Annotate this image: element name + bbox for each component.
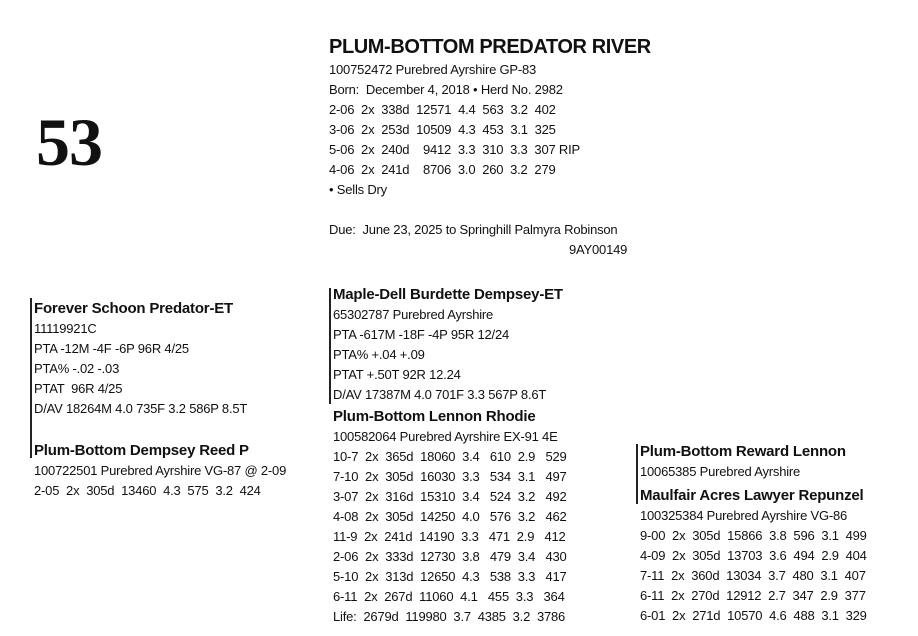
gd-dam-record: 9-00 2x 305d 15866 3.8 596 3.1 499: [640, 528, 867, 543]
animal-born: Born: December 4, 2018 • Herd No. 2982: [329, 82, 563, 97]
gd-sire-registration: 10065385 Purebred Ayrshire: [640, 464, 801, 479]
production-record: 5-06 2x 240d 9412 3.3 310 3.3 307 RIP: [329, 142, 580, 157]
granddam-record: 5-10 2x 313d 12650 4.3 538 3.3 417: [333, 569, 567, 584]
granddam-registration: 100582064 Purebred Ayrshire EX-91 4E: [333, 429, 558, 444]
granddam-record: 11-9 2x 241d 14190 3.3 471 2.9 412: [333, 529, 566, 544]
dam: [34, 441, 286, 501]
gd-dam-registration: 100325384 Purebred Ayrshire VG-86: [640, 508, 848, 523]
sire-of-dam: [333, 285, 563, 405]
gd-dam-record: 7-11 2x 360d 13034 3.7 480 3.1 407: [640, 568, 866, 583]
sire-line: 11119921C: [34, 321, 97, 336]
granddam-record: 4-08 2x 305d 14250 4.0 576 3.2 462: [333, 509, 567, 524]
sire-of-dam-line: PTA% +.04 +.09: [333, 347, 425, 362]
animal-registration: 100752472 Purebred Ayrshire GP-83: [329, 62, 537, 77]
sire-of-dam-line: PTAT +.50T 92R 12.24: [333, 367, 461, 382]
granddam: [333, 407, 567, 627]
sells-note: • Sells Dry: [329, 182, 387, 197]
sire-of-dam-line: 65302787 Purebred Ayrshire: [333, 307, 494, 322]
sire-line: PTA% -.02 -.03: [34, 361, 120, 376]
sire-of-dam-line: PTA -617M -18F -4P 95R 12/24: [333, 327, 510, 342]
production-record: 4-06 2x 241d 8706 3.0 260 3.2 279: [329, 162, 556, 177]
production-record: 3-06 2x 253d 10509 4.3 453 3.1 325: [329, 122, 556, 137]
sire-line: D/AV 18264M 4.0 735F 3.2 586P 8.5T: [34, 401, 248, 416]
lot-number: 53: [36, 104, 102, 180]
granddam-record: 10-7 2x 365d 18060 3.4 610 2.9 529: [333, 449, 567, 464]
gd-dam-record: 6-01 2x 271d 10570 4.6 488 3.1 329: [640, 608, 867, 623]
sire-bracket: [30, 298, 32, 458]
sire-line: PTA -12M -4F -6P 96R 4/25: [34, 341, 189, 356]
granddam-record: 2-06 2x 333d 12730 3.8 479 3.4 430: [333, 549, 567, 564]
granddam-record: 6-11 2x 267d 11060 4.1 455 3.3 364: [333, 589, 565, 604]
animal-name: PLUM-BOTTOM PREDATOR RIVER: [329, 36, 651, 58]
dam-line: 2-05 2x 305d 13460 4.3 575 3.2 424: [34, 483, 261, 498]
sire-name: Forever Schoon Predator-ET: [34, 300, 234, 317]
granddam-name: Plum-Bottom Lennon Rhodie: [333, 408, 536, 425]
dam-line: 100722501 Purebred Ayrshire VG-87 @ 2-09: [34, 463, 287, 478]
gd-dam: [640, 486, 867, 626]
production-record: 2-06 2x 338d 12571 4.4 563 3.2 402: [329, 102, 556, 117]
sire-line: PTAT 96R 4/25: [34, 381, 123, 396]
sire-of-dam-line: D/AV 17387M 4.0 701F 3.3 567P 8.6T: [333, 387, 547, 402]
gd-dam-record: 6-11 2x 270d 12912 2.7 347 2.9 377: [640, 588, 866, 603]
gd-sire-bracket: [636, 444, 638, 504]
spacer: [329, 200, 651, 220]
sire-of-dam-name: Maple-Dell Burdette Dempsey-ET: [333, 286, 563, 303]
dam-name: Plum-Bottom Dempsey Reed P: [34, 442, 249, 459]
sire: [34, 299, 247, 419]
due-date: Due: June 23, 2025 to Springhill Palmyra Robinson: [329, 222, 618, 237]
gd-dam-name: Maulfair Acres Lawyer Repunzel: [640, 487, 864, 504]
granddam-lifetime: Life: 2679d 119980 3.7 4385 3.2 3786: [333, 609, 566, 624]
gd-sire-name: Plum-Bottom Reward Lennon: [640, 443, 846, 460]
sire-of-dam-bracket: [329, 288, 331, 404]
due-sire-code: 9AY00149: [569, 242, 628, 257]
granddam-record: 7-10 2x 305d 16030 3.3 534 3.1 497: [333, 469, 567, 484]
gd-sire: [640, 442, 846, 482]
granddam-record: 3-07 2x 316d 15310 3.4 524 3.2 492: [333, 489, 567, 504]
main-animal: [329, 34, 651, 260]
gd-dam-record: 4-09 2x 305d 13703 3.6 494 2.9 404: [640, 548, 867, 563]
